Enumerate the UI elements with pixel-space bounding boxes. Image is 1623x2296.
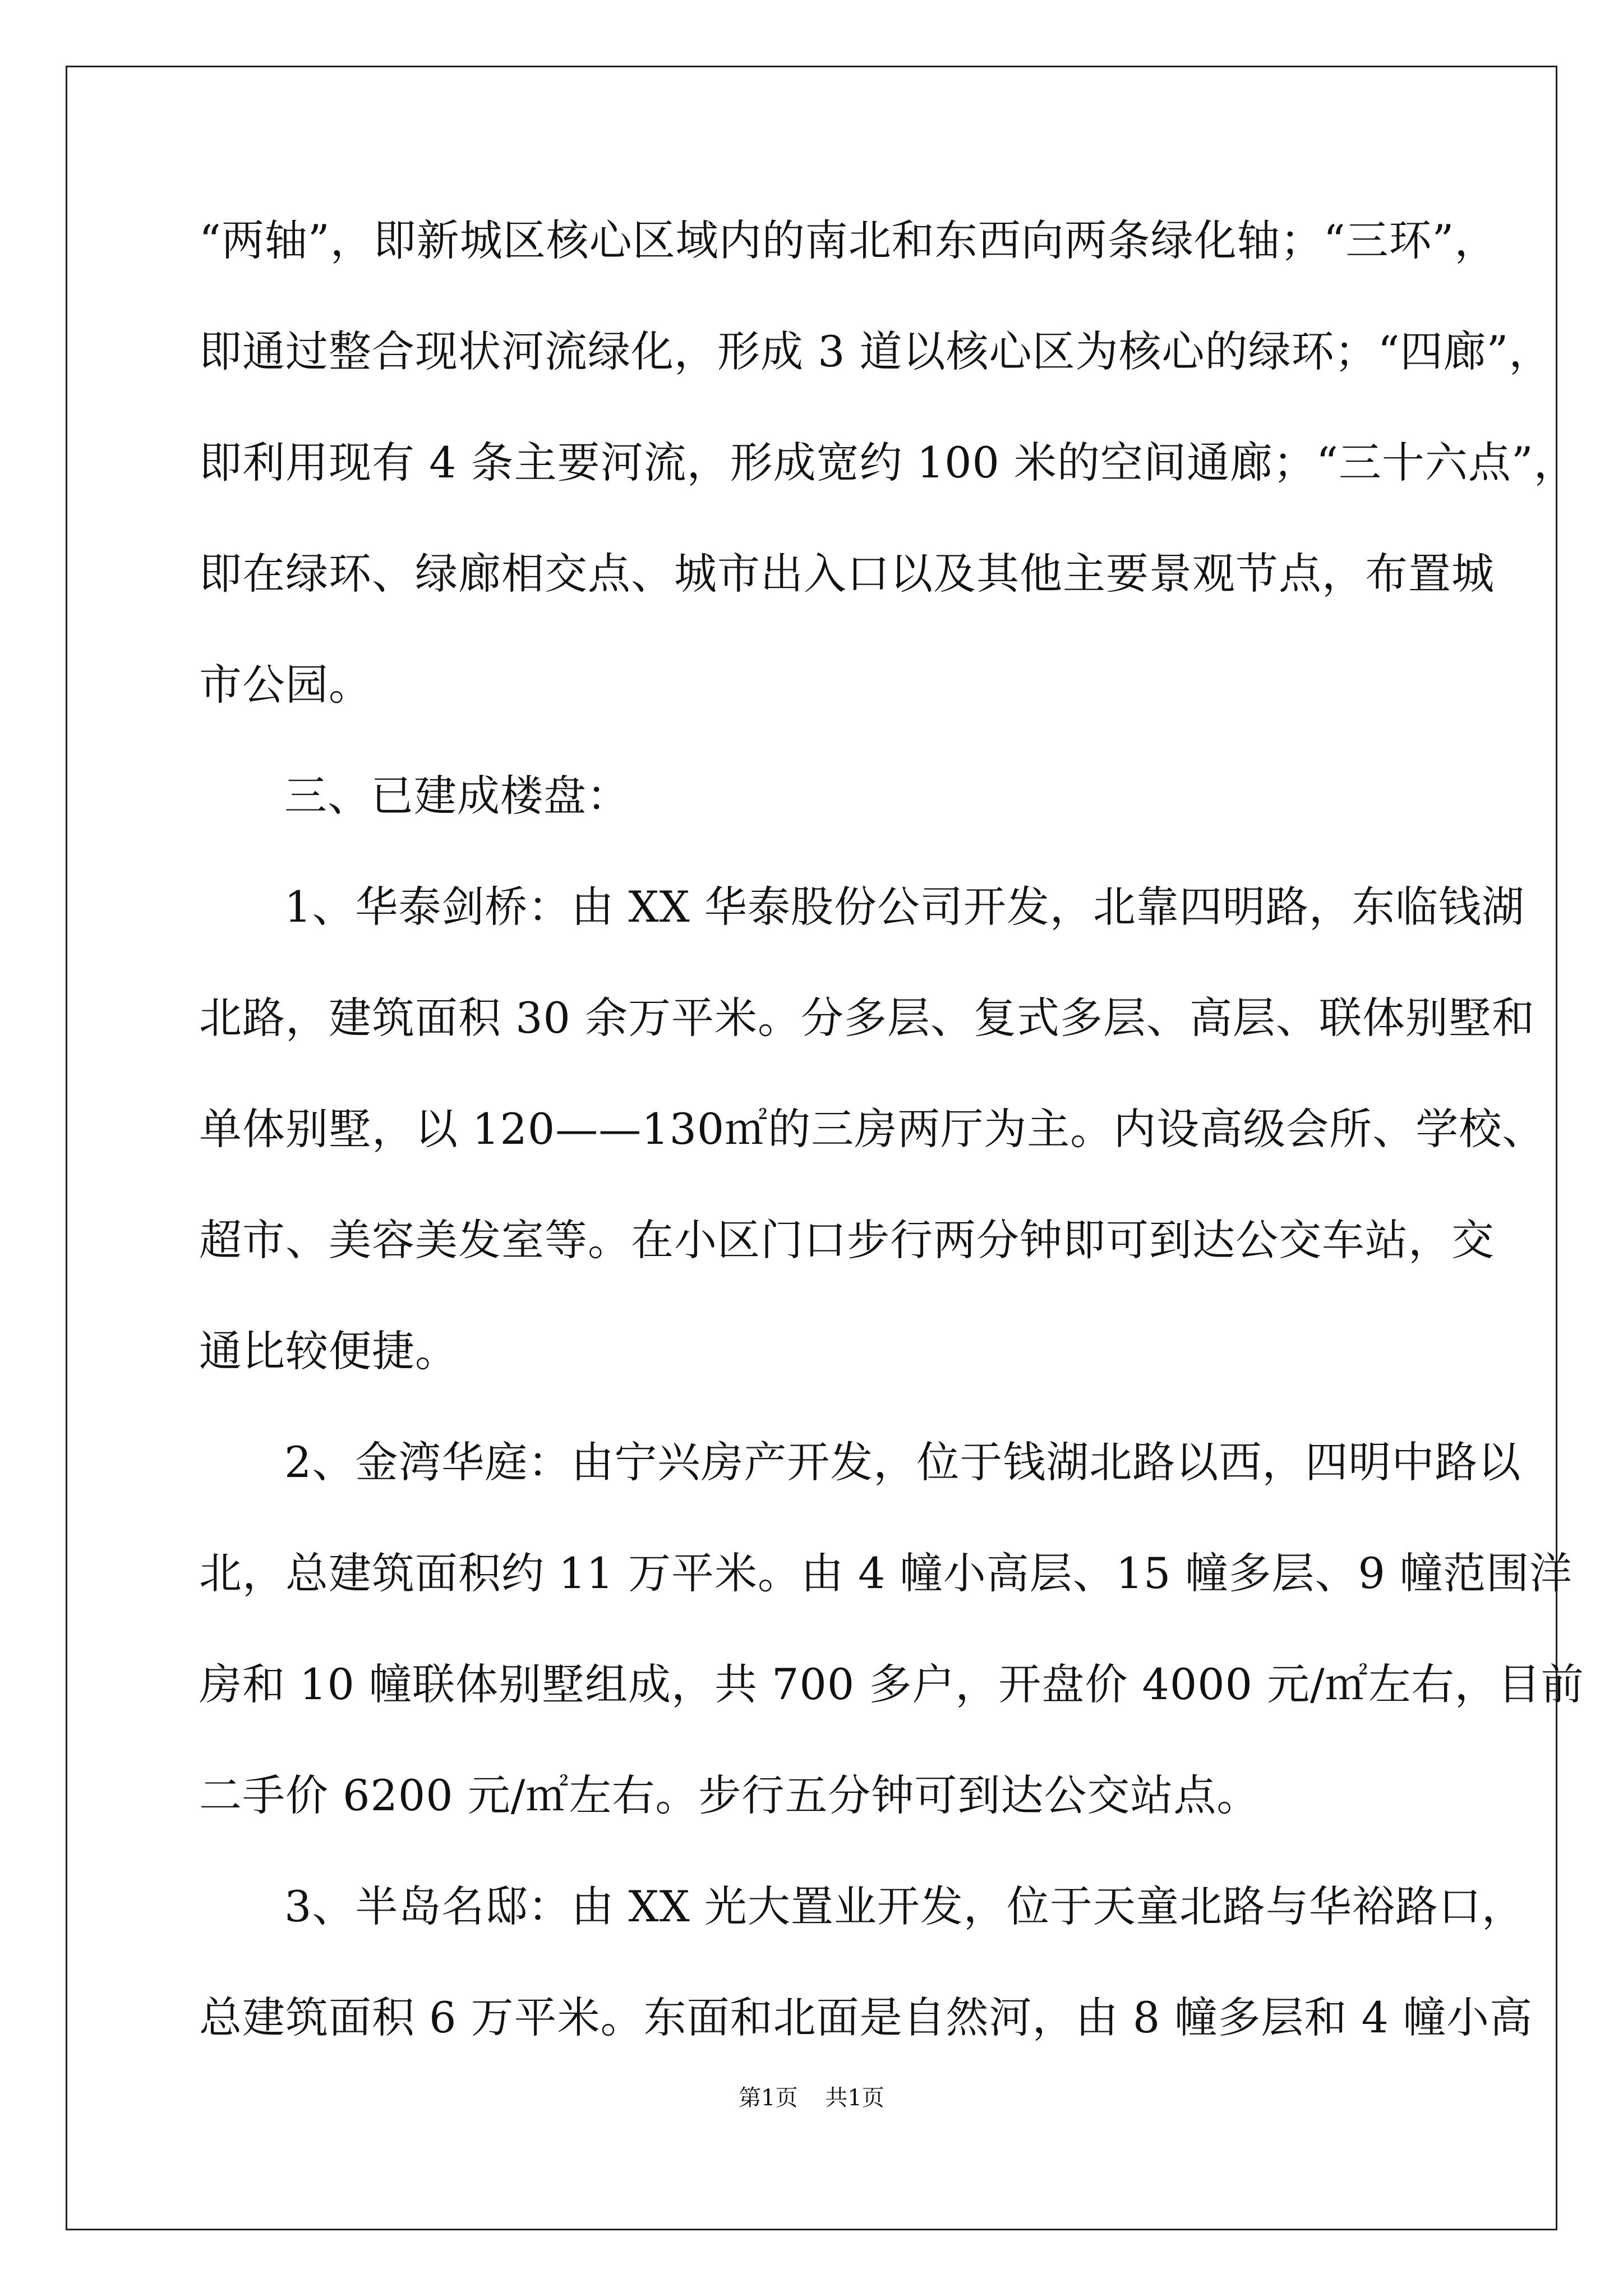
page-number: 第1页 [739, 2085, 798, 2111]
paragraph-line: 市公园。 [199, 660, 372, 710]
paragraph-line: 北路，建筑面积 30 余万平米。分多层、复式多层、高层、联体别墅和 [199, 993, 1536, 1043]
paragraph-line: 二手价 6200 元/㎡左右。步行五分钟可到达公交站点。 [199, 1770, 1260, 1820]
paragraph-line: “两轴”，即新城区核心区域内的南北和东西向两条绿化轴；“三环”， [199, 215, 1498, 265]
section-heading: 三、已建成楼盘： [284, 771, 630, 821]
paragraph-line: 单体别墅，以 120——130㎡的三房两厅为主。内设高级会所、学校、 [199, 1104, 1546, 1154]
paragraph-line: 即在绿环、绿廊相交点、城市出入口以及其他主要景观节点，布置城 [199, 549, 1495, 599]
page-total: 共1页 [825, 2085, 884, 2111]
paragraph-line: 即利用现有 4 条主要河流，形成宽约 100 米的空间通廊；“三十六点”， [199, 438, 1577, 487]
paragraph-line: 即通过整合现状河流绿化，形成 3 道以核心区为核心的绿环；“四廊”， [199, 326, 1552, 376]
paragraph-line: 3、半岛名邸：由 XX 光大置业开发，位于天童北路与华裕路口， [284, 1881, 1525, 1931]
paragraph-line: 总建筑面积 6 万平米。东面和北面是自然河，由 8 幢多层和 4 幢小高 [199, 1993, 1533, 2042]
paragraph-line: 2、金湾华庭：由宁兴房产开发，位于钱湖北路以西，四明中路以 [284, 1437, 1521, 1487]
paragraph-line: 通比较便捷。 [199, 1326, 458, 1376]
document-body [199, 185, 1584, 2073]
paragraph-line: 超市、美容美发室等。在小区门口步行两分钟即可到达公交车站，交 [199, 1215, 1495, 1265]
paragraph-line: 北，总建筑面积约 11 万平米。由 4 幢小高层、15 幢多层、9 幢范围洋 [199, 1548, 1573, 1598]
paragraph-line: 房和 10 幢联体别墅组成，共 700 多户，开盘价 4000 元/㎡左右，目前 [199, 1659, 1584, 1709]
page-footer [0, 2081, 1623, 2115]
paragraph-line: 1、华泰剑桥：由 XX 华泰股份公司开发，北靠四明路，东临钱湖 [284, 882, 1525, 932]
